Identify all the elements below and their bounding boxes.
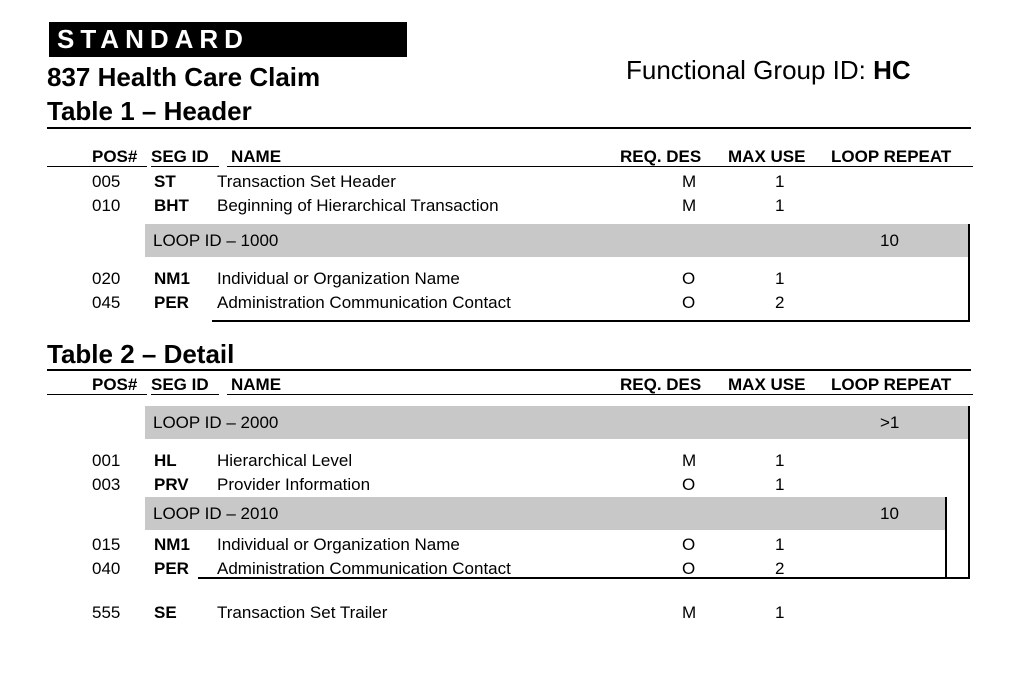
row-seg-id: HL [154,451,177,470]
row-pos: 555 [92,603,121,622]
row-seg-id: PRV [154,475,189,494]
row-pos: 045 [92,293,121,312]
row-pos: 005 [92,172,121,191]
col-max-use: MAX USE [728,375,806,394]
table2-title: Table 2 – Detail [47,339,235,369]
col-loop-repeat: LOOP REPEAT [831,147,952,166]
col-loop-repeat: LOOP REPEAT [831,375,952,394]
row-pos: 040 [92,559,121,578]
row-max-use: 2 [775,559,785,578]
row-pos: 015 [92,535,121,554]
row-req-des: O [682,293,696,312]
row-pos: 020 [92,269,121,288]
row-max-use: 1 [775,475,785,494]
row-req-des: O [682,535,696,554]
loop-1000-bracket [968,224,970,322]
table1-title: Table 1 – Header [47,96,252,126]
row-name: Transaction Set Trailer [217,603,388,622]
row-name: Individual or Organization Name [217,535,460,554]
functional-group-label: Functional Group ID: [626,55,866,85]
table2-title-rule [47,369,971,371]
underline-rest [227,394,973,395]
functional-group-value: HC [873,55,911,85]
loop-id-label: LOOP ID – 1000 [153,231,279,250]
row-req-des: O [682,559,696,578]
row-name: Administration Communication Contact [217,293,511,312]
underline-seg [151,394,219,395]
row-max-use: 1 [775,172,785,191]
row-seg-id: NM1 [154,535,190,554]
row-name: Beginning of Hierarchical Transaction [217,196,499,215]
loop-1000-bottom-rule [212,320,970,322]
row-max-use: 1 [775,269,785,288]
row-max-use: 1 [775,451,785,470]
row-pos: 001 [92,451,121,470]
col-pos: POS# [92,147,138,166]
document-title: 837 Health Care Claim [47,62,321,92]
row-seg-id: PER [154,293,189,312]
loop-2000-bracket [968,406,970,579]
underline-pos [47,394,147,395]
col-req-des: REQ. DES [620,147,702,166]
row-req-des: M [682,196,697,215]
row-name: Hierarchical Level [217,451,353,470]
underline-rest [227,166,973,167]
col-seg-id: SEG ID [151,375,209,394]
row-seg-id: PER [154,559,189,578]
underline-seg [151,166,219,167]
row-seg-id: ST [154,172,176,191]
row-req-des: O [682,475,696,494]
row-req-des: M [682,603,697,622]
standard-banner: STANDARD [49,22,407,57]
row-name: Administration Communication Contact [217,559,511,578]
loop-id-label: LOOP ID – 2000 [153,413,279,432]
underline-pos [47,166,147,167]
row-name: Provider Information [217,475,371,494]
row-seg-id: BHT [154,196,189,215]
row-pos: 003 [92,475,121,494]
row-req-des: O [682,269,696,288]
table1-title-rule [47,127,971,129]
row-req-des: M [682,172,697,191]
loop-repeat-value: 10 [880,504,899,523]
col-req-des: REQ. DES [620,375,702,394]
col-name: NAME [231,375,282,394]
col-name: NAME [231,147,282,166]
row-req-des: M [682,451,697,470]
functional-group-id [626,55,911,85]
loop-2010-bracket [945,497,947,579]
row-max-use: 1 [775,535,785,554]
row-seg-id: SE [154,603,177,622]
loop-id-label: LOOP ID – 2010 [153,504,279,523]
row-max-use: 1 [775,603,785,622]
col-seg-id: SEG ID [151,147,209,166]
loop-repeat-value: 10 [880,231,899,250]
row-pos: 010 [92,196,121,215]
col-max-use: MAX USE [728,147,806,166]
loop-repeat-value: >1 [880,413,900,432]
row-name: Transaction Set Header [217,172,396,191]
row-max-use: 2 [775,293,785,312]
row-name: Individual or Organization Name [217,269,460,288]
row-max-use: 1 [775,196,785,215]
row-seg-id: NM1 [154,269,190,288]
col-pos: POS# [92,375,138,394]
